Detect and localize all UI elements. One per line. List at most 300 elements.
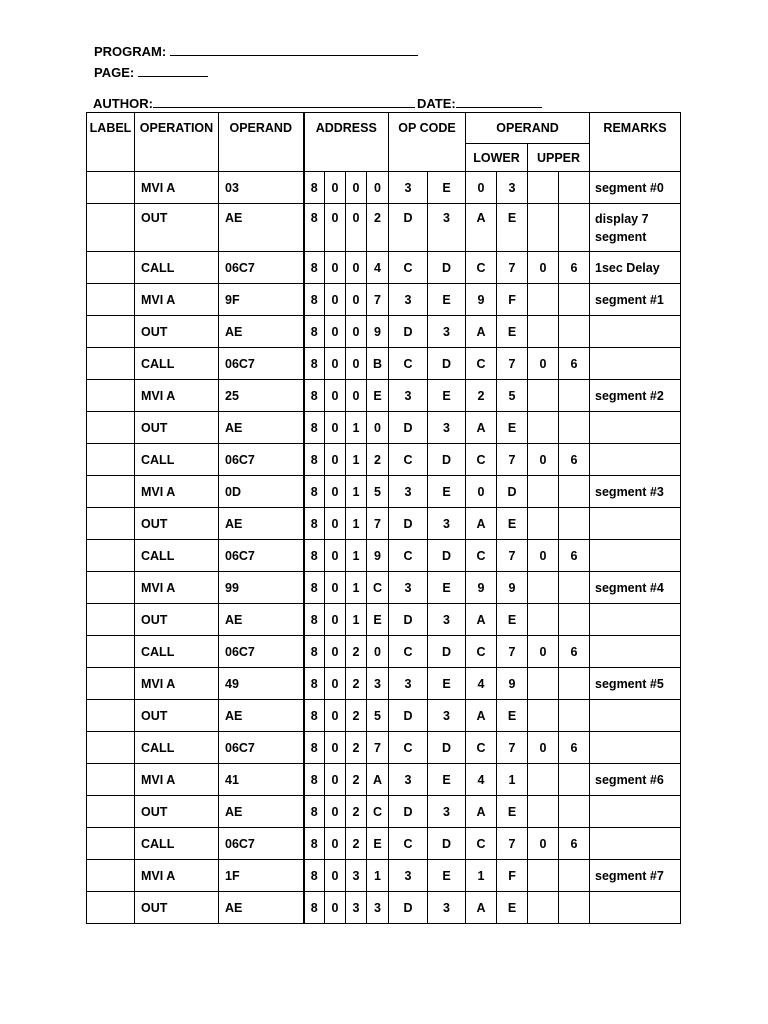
program-label: PROGRAM: bbox=[94, 44, 167, 59]
address-digit-cell: 5 bbox=[367, 700, 389, 732]
upper-byte-digit-cell bbox=[528, 380, 559, 412]
lower-byte-digit-cell: A bbox=[466, 316, 497, 348]
opcode-digit-cell: C bbox=[389, 444, 428, 476]
address-digit-cell: 0 bbox=[325, 348, 346, 380]
opcode-digit-cell: C bbox=[389, 540, 428, 572]
operand-cell: AE bbox=[219, 796, 304, 828]
label-cell bbox=[87, 204, 135, 252]
address-digit-cell: 8 bbox=[304, 380, 325, 412]
operand-cell: 0D bbox=[219, 476, 304, 508]
lower-byte-digit-cell: 9 bbox=[497, 668, 528, 700]
upper-byte-digit-cell: 6 bbox=[559, 732, 590, 764]
upper-byte-digit-cell: 6 bbox=[559, 252, 590, 284]
address-digit-cell: 8 bbox=[304, 860, 325, 892]
operand-cell: 06C7 bbox=[219, 636, 304, 668]
opcode-digit-cell: 3 bbox=[389, 860, 428, 892]
address-digit-cell: 8 bbox=[304, 796, 325, 828]
address-digit-cell: 8 bbox=[304, 252, 325, 284]
operation-cell: OUT bbox=[135, 892, 219, 924]
upper-byte-digit-cell: 6 bbox=[559, 828, 590, 860]
address-digit-cell: 0 bbox=[325, 572, 346, 604]
opcode-digit-cell: D bbox=[428, 636, 466, 668]
opcode-digit-cell: D bbox=[389, 604, 428, 636]
operand-cell: 9F bbox=[219, 284, 304, 316]
upper-byte-digit-cell bbox=[559, 172, 590, 204]
address-digit-cell: 2 bbox=[346, 732, 367, 764]
address-digit-cell: 8 bbox=[304, 508, 325, 540]
address-digit-cell: 1 bbox=[346, 444, 367, 476]
table-row bbox=[87, 700, 681, 732]
opcode-digit-cell: 3 bbox=[428, 204, 466, 252]
opcode-digit-cell: E bbox=[428, 284, 466, 316]
col-header-operation: OPERATION bbox=[135, 113, 219, 172]
table-row bbox=[87, 284, 681, 316]
address-digit-cell: 0 bbox=[325, 828, 346, 860]
opcode-digit-cell: D bbox=[389, 316, 428, 348]
lower-byte-digit-cell: C bbox=[466, 348, 497, 380]
address-digit-cell: 2 bbox=[346, 636, 367, 668]
lower-byte-digit-cell: 7 bbox=[497, 732, 528, 764]
address-digit-cell: 8 bbox=[304, 572, 325, 604]
remarks-cell: segment #3 bbox=[590, 476, 681, 508]
lower-byte-digit-cell: 7 bbox=[497, 444, 528, 476]
opcode-digit-cell: E bbox=[428, 172, 466, 204]
upper-byte-digit-cell bbox=[559, 284, 590, 316]
table-row bbox=[87, 204, 681, 252]
operand-cell: 49 bbox=[219, 668, 304, 700]
remarks-cell: display 7 segment bbox=[590, 204, 681, 252]
upper-byte-digit-cell bbox=[559, 892, 590, 924]
upper-byte-digit-cell: 0 bbox=[528, 540, 559, 572]
operand-cell: AE bbox=[219, 204, 304, 252]
operand-cell: 06C7 bbox=[219, 540, 304, 572]
label-cell bbox=[87, 508, 135, 540]
address-digit-cell: 0 bbox=[325, 252, 346, 284]
address-digit-cell: 8 bbox=[304, 412, 325, 444]
upper-byte-digit-cell bbox=[559, 380, 590, 412]
opcode-digit-cell: C bbox=[389, 636, 428, 668]
upper-byte-digit-cell bbox=[528, 412, 559, 444]
address-digit-cell: 0 bbox=[325, 316, 346, 348]
label-cell bbox=[87, 172, 135, 204]
remarks-cell bbox=[590, 412, 681, 444]
operation-cell: MVI A bbox=[135, 476, 219, 508]
address-digit-cell: 7 bbox=[367, 284, 389, 316]
upper-byte-digit-cell: 0 bbox=[528, 636, 559, 668]
opcode-digit-cell: 3 bbox=[389, 172, 428, 204]
remarks-cell: segment #6 bbox=[590, 764, 681, 796]
lower-byte-digit-cell: C bbox=[466, 444, 497, 476]
remarks-cell bbox=[590, 348, 681, 380]
lower-byte-digit-cell: 7 bbox=[497, 540, 528, 572]
upper-byte-digit-cell bbox=[528, 892, 559, 924]
address-digit-cell: 0 bbox=[325, 892, 346, 924]
label-cell bbox=[87, 636, 135, 668]
lower-byte-digit-cell: C bbox=[466, 636, 497, 668]
address-digit-cell: 0 bbox=[325, 668, 346, 700]
address-digit-cell: 0 bbox=[346, 316, 367, 348]
address-digit-cell: 8 bbox=[304, 476, 325, 508]
label-cell bbox=[87, 732, 135, 764]
remarks-cell: segment #2 bbox=[590, 380, 681, 412]
lower-byte-digit-cell: E bbox=[497, 316, 528, 348]
operation-cell: OUT bbox=[135, 796, 219, 828]
operation-cell: OUT bbox=[135, 204, 219, 252]
lower-byte-digit-cell: E bbox=[497, 892, 528, 924]
address-digit-cell: 8 bbox=[304, 348, 325, 380]
upper-byte-digit-cell bbox=[559, 508, 590, 540]
label-cell bbox=[87, 284, 135, 316]
opcode-digit-cell: 3 bbox=[428, 412, 466, 444]
col-header-remarks: REMARKS bbox=[590, 113, 681, 172]
operation-cell: OUT bbox=[135, 604, 219, 636]
author-field bbox=[93, 95, 415, 111]
table-row bbox=[87, 444, 681, 476]
address-digit-cell: 1 bbox=[346, 540, 367, 572]
opcode-digit-cell: E bbox=[428, 572, 466, 604]
operand-cell: 03 bbox=[219, 172, 304, 204]
lower-byte-digit-cell: F bbox=[497, 284, 528, 316]
operand-cell: AE bbox=[219, 700, 304, 732]
label-cell bbox=[87, 412, 135, 444]
col-header-label: LABEL bbox=[87, 113, 135, 172]
lower-byte-digit-cell: A bbox=[466, 508, 497, 540]
table-row bbox=[87, 636, 681, 668]
operand-cell: 1F bbox=[219, 860, 304, 892]
operation-cell: CALL bbox=[135, 636, 219, 668]
opcode-digit-cell: D bbox=[389, 796, 428, 828]
address-digit-cell: 0 bbox=[325, 764, 346, 796]
address-digit-cell: 8 bbox=[304, 604, 325, 636]
label-cell bbox=[87, 700, 135, 732]
operation-cell: MVI A bbox=[135, 860, 219, 892]
opcode-digit-cell: D bbox=[389, 508, 428, 540]
upper-byte-digit-cell: 6 bbox=[559, 636, 590, 668]
table-row bbox=[87, 668, 681, 700]
upper-byte-digit-cell bbox=[559, 316, 590, 348]
label-cell bbox=[87, 828, 135, 860]
upper-byte-digit-cell bbox=[528, 508, 559, 540]
operation-cell: MVI A bbox=[135, 764, 219, 796]
label-cell bbox=[87, 348, 135, 380]
label-cell bbox=[87, 252, 135, 284]
lower-byte-digit-cell: D bbox=[497, 476, 528, 508]
remarks-cell: segment #5 bbox=[590, 668, 681, 700]
remarks-cell bbox=[590, 316, 681, 348]
address-digit-cell: 8 bbox=[304, 700, 325, 732]
address-digit-cell: 2 bbox=[346, 796, 367, 828]
remarks-cell: segment #0 bbox=[590, 172, 681, 204]
address-digit-cell: 0 bbox=[346, 204, 367, 252]
col-header-operand: OPERAND bbox=[219, 113, 304, 172]
lower-byte-digit-cell: 0 bbox=[466, 476, 497, 508]
upper-byte-digit-cell bbox=[528, 172, 559, 204]
table-row bbox=[87, 860, 681, 892]
upper-byte-digit-cell: 0 bbox=[528, 732, 559, 764]
upper-byte-digit-cell bbox=[528, 668, 559, 700]
date-blank-line[interactable] bbox=[456, 95, 542, 108]
address-digit-cell: B bbox=[367, 348, 389, 380]
address-digit-cell: 8 bbox=[304, 732, 325, 764]
address-digit-cell: 2 bbox=[346, 700, 367, 732]
operand-cell: AE bbox=[219, 604, 304, 636]
remarks-cell: 1sec Delay bbox=[590, 252, 681, 284]
address-digit-cell: 8 bbox=[304, 204, 325, 252]
address-digit-cell: 4 bbox=[367, 252, 389, 284]
upper-byte-digit-cell: 6 bbox=[559, 540, 590, 572]
col-header-opcode: OP CODE bbox=[389, 113, 466, 172]
address-digit-cell: 8 bbox=[304, 828, 325, 860]
table-row bbox=[87, 508, 681, 540]
label-cell bbox=[87, 604, 135, 636]
address-digit-cell: 0 bbox=[346, 172, 367, 204]
operation-cell: OUT bbox=[135, 508, 219, 540]
address-digit-cell: 8 bbox=[304, 892, 325, 924]
opcode-digit-cell: D bbox=[428, 252, 466, 284]
upper-byte-digit-cell bbox=[559, 860, 590, 892]
table-row bbox=[87, 412, 681, 444]
operand-cell: AE bbox=[219, 316, 304, 348]
upper-byte-digit-cell bbox=[528, 860, 559, 892]
upper-byte-digit-cell bbox=[528, 572, 559, 604]
remarks-cell bbox=[590, 700, 681, 732]
upper-byte-digit-cell bbox=[528, 764, 559, 796]
upper-byte-digit-cell bbox=[559, 668, 590, 700]
table-row bbox=[87, 604, 681, 636]
opcode-digit-cell: 3 bbox=[428, 892, 466, 924]
lower-byte-digit-cell: F bbox=[497, 860, 528, 892]
address-digit-cell: 0 bbox=[325, 380, 346, 412]
table-row bbox=[87, 172, 681, 204]
lower-byte-digit-cell: C bbox=[466, 252, 497, 284]
address-digit-cell: 3 bbox=[367, 892, 389, 924]
table-row bbox=[87, 380, 681, 412]
label-cell bbox=[87, 476, 135, 508]
operation-cell: CALL bbox=[135, 348, 219, 380]
label-cell bbox=[87, 764, 135, 796]
address-digit-cell: 2 bbox=[346, 828, 367, 860]
opcode-digit-cell: 3 bbox=[428, 796, 466, 828]
opcode-digit-cell: D bbox=[389, 412, 428, 444]
upper-byte-digit-cell bbox=[528, 284, 559, 316]
address-digit-cell: 0 bbox=[325, 172, 346, 204]
opcode-digit-cell: 3 bbox=[389, 476, 428, 508]
upper-byte-digit-cell: 0 bbox=[528, 828, 559, 860]
program-blank-line[interactable] bbox=[170, 43, 418, 56]
remarks-cell bbox=[590, 508, 681, 540]
table-row bbox=[87, 252, 681, 284]
table-row bbox=[87, 764, 681, 796]
lower-byte-digit-cell: 7 bbox=[497, 348, 528, 380]
opcode-digit-cell: C bbox=[389, 828, 428, 860]
date-label: DATE: bbox=[417, 96, 456, 111]
address-digit-cell: 2 bbox=[346, 668, 367, 700]
operation-cell: MVI A bbox=[135, 380, 219, 412]
address-digit-cell: 9 bbox=[367, 316, 389, 348]
remarks-cell bbox=[590, 444, 681, 476]
lower-byte-digit-cell: 7 bbox=[497, 828, 528, 860]
lower-byte-digit-cell: A bbox=[466, 892, 497, 924]
opcode-digit-cell: E bbox=[428, 764, 466, 796]
address-digit-cell: 0 bbox=[346, 380, 367, 412]
page-field bbox=[94, 64, 208, 80]
address-digit-cell: 8 bbox=[304, 444, 325, 476]
lower-byte-digit-cell: E bbox=[497, 412, 528, 444]
upper-byte-digit-cell bbox=[559, 700, 590, 732]
opcode-digit-cell: C bbox=[389, 732, 428, 764]
operation-cell: CALL bbox=[135, 444, 219, 476]
address-digit-cell: 1 bbox=[346, 508, 367, 540]
label-cell bbox=[87, 796, 135, 828]
lower-byte-digit-cell: E bbox=[497, 204, 528, 252]
address-digit-cell: 7 bbox=[367, 732, 389, 764]
address-digit-cell: 0 bbox=[346, 252, 367, 284]
operand-cell: AE bbox=[219, 412, 304, 444]
operand-cell: 06C7 bbox=[219, 828, 304, 860]
address-digit-cell: 2 bbox=[346, 764, 367, 796]
address-digit-cell: 0 bbox=[367, 412, 389, 444]
lower-byte-digit-cell: 7 bbox=[497, 252, 528, 284]
date-field bbox=[417, 95, 542, 111]
lower-byte-digit-cell: E bbox=[497, 700, 528, 732]
address-digit-cell: 0 bbox=[367, 172, 389, 204]
opcode-digit-cell: D bbox=[389, 204, 428, 252]
opcode-digit-cell: D bbox=[428, 444, 466, 476]
opcode-digit-cell: 3 bbox=[389, 764, 428, 796]
operation-cell: MVI A bbox=[135, 572, 219, 604]
address-digit-cell: 2 bbox=[367, 444, 389, 476]
address-digit-cell: A bbox=[367, 764, 389, 796]
lower-byte-digit-cell: A bbox=[466, 412, 497, 444]
upper-byte-digit-cell: 6 bbox=[559, 348, 590, 380]
author-label: AUTHOR: bbox=[93, 96, 153, 111]
lower-byte-digit-cell: 5 bbox=[497, 380, 528, 412]
address-digit-cell: 8 bbox=[304, 316, 325, 348]
lower-byte-digit-cell: C bbox=[466, 732, 497, 764]
lower-byte-digit-cell: A bbox=[466, 796, 497, 828]
author-blank-line[interactable] bbox=[153, 95, 415, 108]
opcode-digit-cell: D bbox=[389, 892, 428, 924]
operation-cell: CALL bbox=[135, 540, 219, 572]
page-blank-line[interactable] bbox=[138, 64, 208, 77]
address-digit-cell: 1 bbox=[346, 476, 367, 508]
upper-byte-digit-cell: 6 bbox=[559, 444, 590, 476]
lower-byte-digit-cell: 1 bbox=[497, 764, 528, 796]
opcode-digit-cell: 3 bbox=[389, 380, 428, 412]
operation-cell: CALL bbox=[135, 732, 219, 764]
remarks-cell bbox=[590, 892, 681, 924]
upper-byte-digit-cell bbox=[559, 764, 590, 796]
col-header-address: ADDRESS bbox=[304, 113, 389, 172]
upper-byte-digit-cell: 0 bbox=[528, 348, 559, 380]
address-digit-cell: 8 bbox=[304, 284, 325, 316]
operand-cell: 06C7 bbox=[219, 348, 304, 380]
upper-byte-digit-cell bbox=[559, 476, 590, 508]
remarks-cell bbox=[590, 732, 681, 764]
opcode-digit-cell: D bbox=[428, 732, 466, 764]
address-digit-cell: 0 bbox=[325, 540, 346, 572]
address-digit-cell: 1 bbox=[346, 572, 367, 604]
address-digit-cell: 8 bbox=[304, 668, 325, 700]
address-digit-cell: 3 bbox=[346, 860, 367, 892]
lower-byte-digit-cell: A bbox=[466, 204, 497, 252]
coding-sheet-table bbox=[86, 112, 681, 924]
opcode-digit-cell: 3 bbox=[428, 604, 466, 636]
upper-byte-digit-cell bbox=[559, 204, 590, 252]
address-digit-cell: 3 bbox=[367, 668, 389, 700]
opcode-digit-cell: 3 bbox=[389, 284, 428, 316]
remarks-cell bbox=[590, 796, 681, 828]
opcode-digit-cell: E bbox=[428, 860, 466, 892]
operand-cell: 06C7 bbox=[219, 444, 304, 476]
operation-cell: MVI A bbox=[135, 172, 219, 204]
address-digit-cell: 0 bbox=[346, 284, 367, 316]
col-header-upper: UPPER bbox=[528, 144, 590, 172]
table-row bbox=[87, 540, 681, 572]
opcode-digit-cell: E bbox=[428, 476, 466, 508]
address-digit-cell: C bbox=[367, 572, 389, 604]
upper-byte-digit-cell: 0 bbox=[528, 444, 559, 476]
operand-cell: AE bbox=[219, 892, 304, 924]
remarks-cell bbox=[590, 540, 681, 572]
table-row bbox=[87, 476, 681, 508]
address-digit-cell: 0 bbox=[325, 796, 346, 828]
lower-byte-digit-cell: 9 bbox=[466, 572, 497, 604]
lower-byte-digit-cell: E bbox=[497, 508, 528, 540]
address-digit-cell: 2 bbox=[367, 204, 389, 252]
lower-byte-digit-cell: A bbox=[466, 604, 497, 636]
opcode-digit-cell: 3 bbox=[389, 668, 428, 700]
upper-byte-digit-cell bbox=[528, 476, 559, 508]
address-digit-cell: 5 bbox=[367, 476, 389, 508]
opcode-digit-cell: 3 bbox=[428, 700, 466, 732]
address-digit-cell: 0 bbox=[325, 700, 346, 732]
remarks-cell bbox=[590, 636, 681, 668]
upper-byte-digit-cell bbox=[559, 572, 590, 604]
opcode-digit-cell: C bbox=[389, 252, 428, 284]
lower-byte-digit-cell: C bbox=[466, 540, 497, 572]
lower-byte-digit-cell: 2 bbox=[466, 380, 497, 412]
label-cell bbox=[87, 444, 135, 476]
address-digit-cell: 0 bbox=[346, 348, 367, 380]
address-digit-cell: 8 bbox=[304, 764, 325, 796]
upper-byte-digit-cell bbox=[559, 796, 590, 828]
address-digit-cell: 0 bbox=[325, 636, 346, 668]
lower-byte-digit-cell: A bbox=[466, 700, 497, 732]
opcode-digit-cell: D bbox=[428, 828, 466, 860]
address-digit-cell: 9 bbox=[367, 540, 389, 572]
address-digit-cell: 3 bbox=[346, 892, 367, 924]
address-digit-cell: 7 bbox=[367, 508, 389, 540]
program-field bbox=[94, 43, 418, 59]
page-label: PAGE: bbox=[94, 65, 135, 80]
address-digit-cell: 8 bbox=[304, 172, 325, 204]
label-cell bbox=[87, 668, 135, 700]
address-digit-cell: 0 bbox=[325, 732, 346, 764]
remarks-cell: segment #4 bbox=[590, 572, 681, 604]
lower-byte-digit-cell: 4 bbox=[466, 764, 497, 796]
address-digit-cell: 0 bbox=[325, 860, 346, 892]
table-row bbox=[87, 316, 681, 348]
label-cell bbox=[87, 892, 135, 924]
label-cell bbox=[87, 540, 135, 572]
opcode-digit-cell: C bbox=[389, 348, 428, 380]
col-header-lower: LOWER bbox=[466, 144, 528, 172]
lower-byte-digit-cell: 0 bbox=[466, 172, 497, 204]
table-row bbox=[87, 892, 681, 924]
upper-byte-digit-cell bbox=[528, 316, 559, 348]
table-row bbox=[87, 348, 681, 380]
